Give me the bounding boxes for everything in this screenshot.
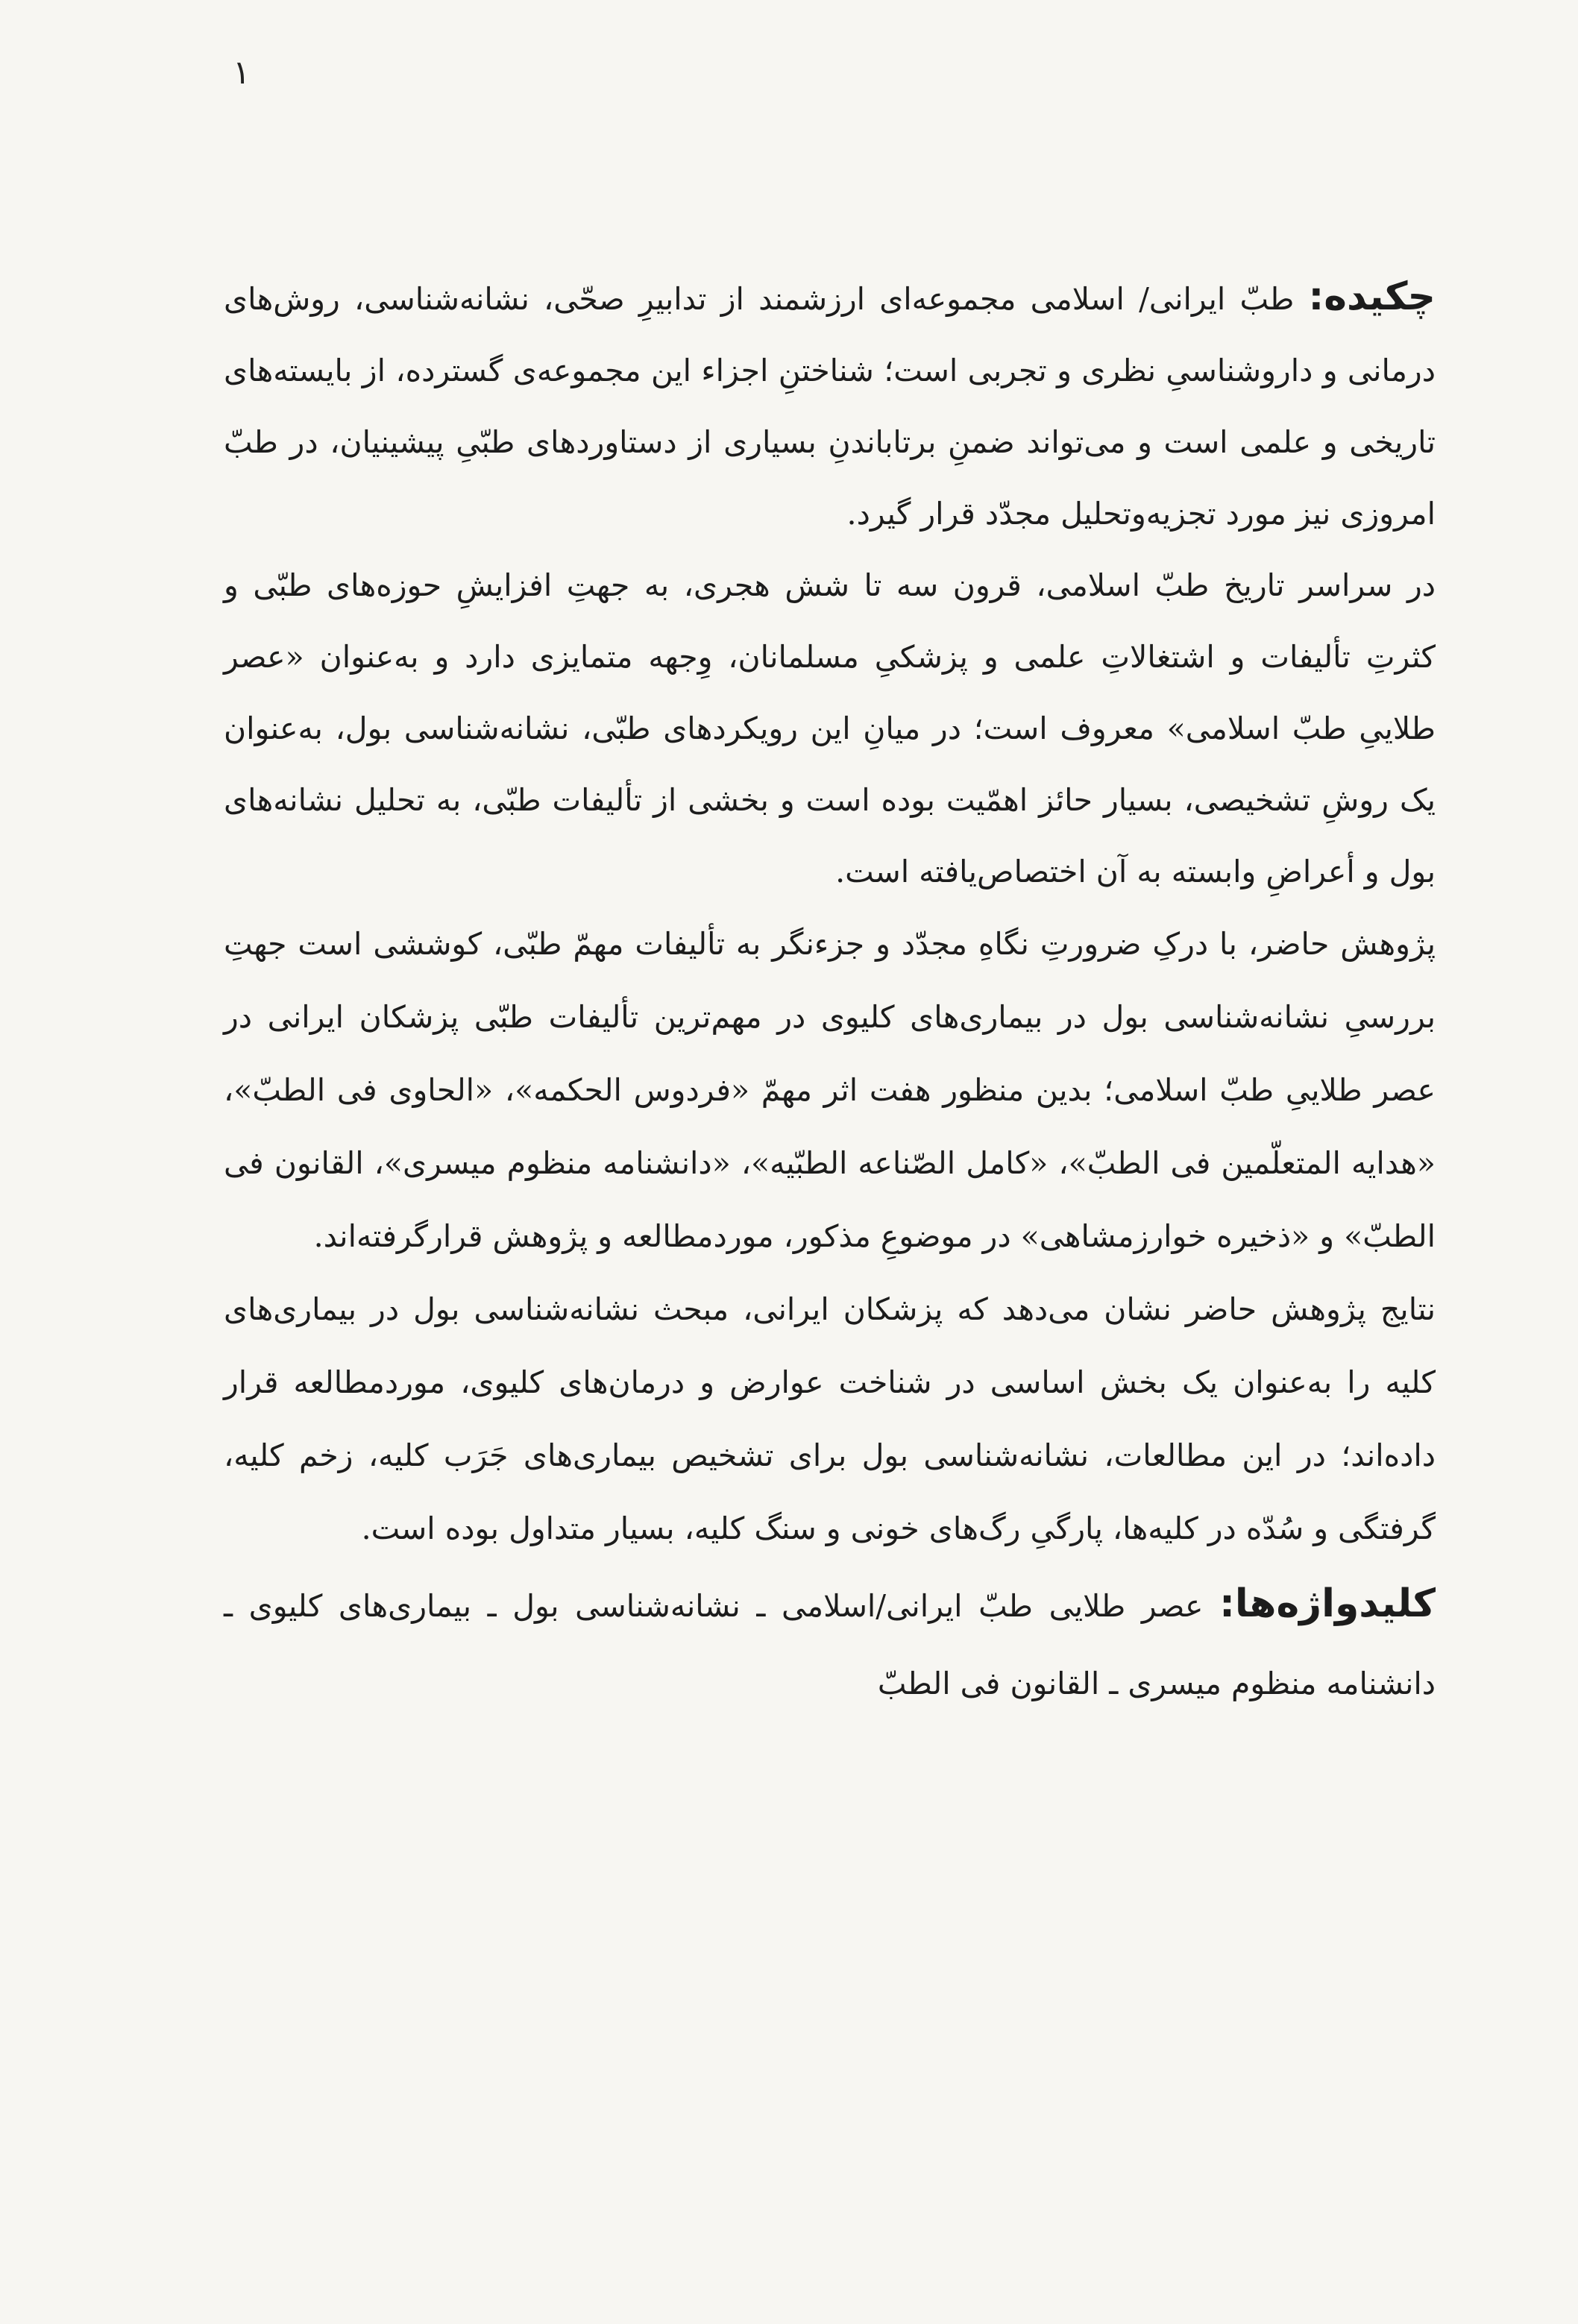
abstract-paragraph-3: پژوهش حاضر، با درکِ ضرورتِ نگاهِ مجدّد و جزءنگر به تألیفات مهمّ طبّی، کوششی است جهتِ بررسیِ نشانه‌شناسی بول در بیماری‌های کلیوی در مهم‌ترین تألیفات طبّی پزشکان ایرانی در عصر طلاییِ طبّ اسلامی؛ بدین منظور هفت اثر مهمّ «فردوس الحکمه»، «الحاوی فی الطبّ»، «هدایه المتعلّمین فی الطبّ»، «کامل الصّناعه الطبّیه»، «دانشنامه منظوم میسری»، القانون فی الطبّ» و «ذخیره خوارزمشاهی» در موضوعِ مذکور، موردمطالعه و پژوهش قرارگرفته‌اند. — [224, 926, 1436, 1254]
abstract-body — [224, 261, 1436, 1722]
keywords-label: کلیدواژه‌ها: — [1219, 1581, 1436, 1626]
abstract-paragraph-4: نتایج پژوهش حاضر نشان می‌دهد که پزشکان ایرانی، مبحث نشانه‌شناسی بول در بیماری‌های کلیه را به‌عنوان یک بخش اساسی در شناخت عوارض و درمان‌های کلیوی، موردمطالعه قرار داده‌اند؛ در این مطالعات، نشانه‌شناسی بول برای تشخیص بیماری‌های جَرَب کلیه، زخم کلیه، گرفتگی و سُدّه در کلیه‌ها، پارگیِ رگ‌های خونی و سنگ کلیه، بسیار متداول بوده است. — [224, 1291, 1436, 1546]
page-number: ۱ — [233, 54, 251, 92]
keywords-paragraph — [224, 1565, 1436, 1722]
abstract-paragraph-1-text: طبّ ایرانی/ اسلامی مجموعه‌ای ارزشمند از تدابیرِ صحّی، نشانه‌شناسی، روش‌های درمانی و داروشناسیِ نظری و تجربی است؛ شناختنِ اجزاء این مجموعه‌ی گسترده، از بایسته‌های تاریخی و علمی است و می‌تواند ضمنِ برتاباندنِ بسیاری از دستاوردهای طبّیِ پیشینیان، در طبّ امروزی نیز مورد تجزیه‌وتحلیل مجدّد قرار گیرد. — [224, 281, 1436, 532]
abstract-paragraph-1 — [224, 261, 1436, 549]
abstract-paragraph-2: در سراسر تاریخ طبّ اسلامی، قرون سه تا شش هجری، به جهتِ افزایشِ حوزه‌های طبّی و کثرتِ تألیفات و اشتغالاتِ علمی و پزشکیِ مسلمانان، وِجهه متمایزی دارد و به‌عنوان «عصر طلاییِ طبّ اسلامی» معروف است؛ در میانِ این رویکردهای طبّی، نشانه‌شناسی بول، به‌عنوان یک روشِ تشخیصی، بسیار حائز اهمّیت بوده است و بخشی از تألیفات طبّی، به تحلیل نشانه‌های بول و أعراضِ وابسته به آن اختصاص‌یافته است. — [224, 567, 1436, 889]
keywords-text: عصر طلایی طبّ ایرانی/اسلامی ـ نشانه‌شناسی بول ـ بیماری‌های کلیوی ـ دانشنامه منظوم میسری ـ القانون فی الطبّ — [224, 1588, 1436, 1701]
abstract-label: چکیده: — [1308, 274, 1436, 319]
